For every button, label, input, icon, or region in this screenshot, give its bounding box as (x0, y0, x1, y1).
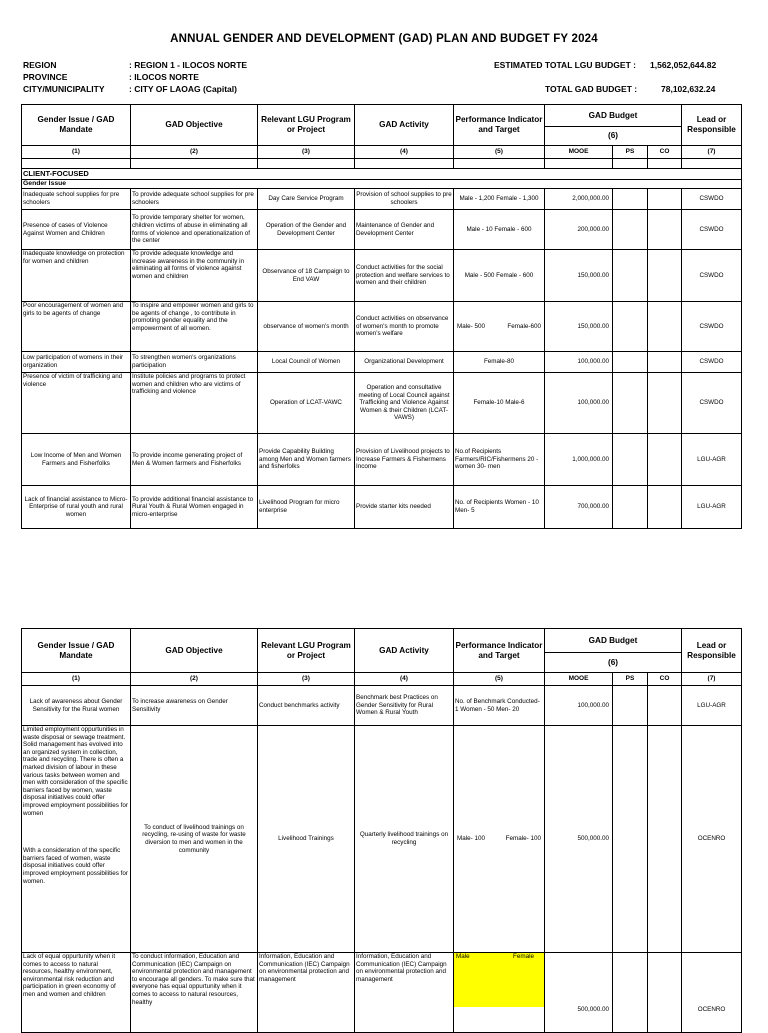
ps-cell (613, 434, 648, 486)
objective-cell: Institute policies and programs to protect women and children who are victims of trafficking and violence (131, 373, 258, 434)
table-row (22, 434, 742, 486)
table-row (22, 189, 742, 210)
col-co: CO (648, 673, 682, 686)
ps-cell (613, 210, 648, 250)
col-num-7: (7) (682, 673, 742, 686)
ps-cell (613, 726, 648, 953)
city-label: CITY/MUNICIPALITY (23, 84, 105, 94)
header-budget: GAD Budget (545, 629, 682, 653)
mooe-cell: 150,000.00 (545, 250, 613, 302)
lead-cell: OCENRO (682, 726, 742, 953)
indicator-cell (454, 302, 545, 352)
indicator-cell: Female-10 Male-6 (454, 373, 545, 434)
activity-cell: Provide starter kits needed (355, 486, 454, 529)
header-program: Relevant LGU Program or Project (258, 105, 355, 146)
section-client-focused: CLIENT-FOCUSED (22, 169, 742, 180)
gender-issue-text-2: With a consideration of the specific barriers faced of women, waste disposal initiatives could offer improved employment possibilities for women. (23, 847, 128, 885)
col-num-5: (5) (454, 146, 545, 159)
co-cell (648, 486, 682, 529)
objective-cell: To provide additional financial assistance to Rural Youth & Rural Women engaged in micro-enterprise (131, 486, 258, 529)
ps-cell (613, 250, 648, 302)
table-row (22, 210, 742, 250)
program-cell: Conduct benchmarks activity (258, 686, 355, 726)
gender-issue-cell (22, 726, 131, 953)
mooe-cell: 1,000,000.00 (545, 434, 613, 486)
col-num-2: (2) (131, 673, 258, 686)
header-objective: GAD Objective (131, 629, 258, 673)
subsection-gender-issue: Gender Issue (22, 180, 742, 189)
program-cell: Local Council of Women (258, 352, 355, 373)
col-mooe: MOOE (545, 146, 613, 159)
co-cell (648, 686, 682, 726)
indicator-male: Male- 500 (457, 322, 486, 330)
lead-cell: CSWDO (682, 352, 742, 373)
indicator-cell (454, 953, 545, 1033)
activity-cell: Conduct activities for the social protection and welfare services to women and their children (355, 250, 454, 302)
table-row (22, 726, 742, 953)
col-num-1: (1) (22, 146, 131, 159)
gender-issue-cell: Inadequate school supplies for pre schoolers (22, 189, 131, 210)
table-row (22, 953, 742, 1033)
header-activity: GAD Activity (355, 105, 454, 146)
gender-issue-cell: Lack of financial assistance to Micro-Enterprise of rural youth and rural women (22, 486, 131, 529)
lead-cell: LGU-AGR (682, 434, 742, 486)
indicator-cell: Male - 1,200 Female - 1,300 (454, 189, 545, 210)
gender-issue-cell: Inadequate knowledge on protection for women and children (22, 250, 131, 302)
co-cell (648, 726, 682, 953)
lead-cell: CSWDO (682, 373, 742, 434)
indicator-female: Female-600 (507, 322, 541, 330)
mooe-cell: 100,000.00 (545, 373, 613, 434)
header-indicator: Performance Indicator and Target (454, 629, 545, 673)
co-cell (648, 302, 682, 352)
objective-cell: To provide adequate school supplies for pre schoolers (131, 189, 258, 210)
program-cell: Operation of the Gender and Development Center (258, 210, 355, 250)
co-cell (648, 250, 682, 302)
indicator-female: Female (513, 953, 534, 960)
objective-cell: To provide adequate knowledge and increase awareness in the community in eliminating all forms of violence against women and children (131, 250, 258, 302)
objective-cell: To increase awareness on Gender Sensitivity (131, 686, 258, 726)
table-row (22, 250, 742, 302)
activity-cell: Provision of school supplies to pre schoolers (355, 189, 454, 210)
indicator-male: Male- 100 (457, 835, 486, 843)
gad-table-1 (21, 104, 742, 529)
col-ps: PS (613, 673, 648, 686)
objective-cell: To conduct of livelihood trainings on recycling, re-using of waste for waste diversion to men and women in the community (131, 726, 258, 953)
gender-issue-cell: Presence of cases of Violence Against Women and Children (22, 210, 131, 250)
col-num-3: (3) (258, 673, 355, 686)
lead-cell: CSWDO (682, 250, 742, 302)
table-row (22, 686, 742, 726)
header-budget-num: (6) (545, 653, 682, 673)
ps-cell (613, 953, 648, 1033)
objective-cell: To conduct information, Education and Communication (IEC) Campaign on environmental protection and management to encourage all genders. To make sure that everyone has equal oppurtunity when it comes to access to natural resources, healthy (131, 953, 258, 1033)
header-budget: GAD Budget (545, 105, 682, 127)
lead-cell: CSWDO (682, 189, 742, 210)
activity-cell: Benchmark best Practices on Gender Sensitivity for Rural Women & Rural Youth (355, 686, 454, 726)
activity-cell: Provision of Livelihood projects to Increase Farmers & Fishermens Income (355, 434, 454, 486)
indicator-cell: Male - 10 Female - 600 (454, 210, 545, 250)
col-num-7: (7) (682, 146, 742, 159)
objective-cell: To provide temporary shelter for women, children victims of abuse in eliminating all forms of violence and operationalization of the center (131, 210, 258, 250)
mooe-cell: 100,000.00 (545, 686, 613, 726)
header-indicator: Performance Indicator and Target (454, 105, 545, 146)
program-cell: observance of women's month (258, 302, 355, 352)
gender-issue-cell: Poor encouragement of women and girls to be agents of change (22, 302, 131, 352)
indicator-cell: No.of Recipients Farmers/RIC/Fishermens 20 -women 30- men (454, 434, 545, 486)
ps-cell (613, 189, 648, 210)
activity-cell: Conduct activities on observance of women's month to promote women's welfare (355, 302, 454, 352)
col-num-2: (2) (131, 146, 258, 159)
program-cell: Livelihood Trainings (258, 726, 355, 953)
mooe-cell: 200,000.00 (545, 210, 613, 250)
mooe-cell: 150,000.00 (545, 302, 613, 352)
indicator-cell: No. of Recipients Women - 10 Men- 5 (454, 486, 545, 529)
lead-cell: LGU-AGR (682, 686, 742, 726)
indicator-cell: Male - 500 Female - 600 (454, 250, 545, 302)
mooe-cell: 500,000.00 (545, 953, 613, 1033)
activity-cell: Operation and consultative meeting of Local Council against Trafficking and Violence Against Women & their Children (LCAT-VAWS) (355, 373, 454, 434)
header-program: Relevant LGU Program or Project (258, 629, 355, 673)
ps-cell (613, 352, 648, 373)
ps-cell (613, 686, 648, 726)
header-issue: Gender Issue / GAD Mandate (22, 105, 131, 146)
activity-cell: Organizational Development (355, 352, 454, 373)
region-value: : REGION 1 - ILOCOS NORTE (129, 60, 248, 70)
co-cell (648, 953, 682, 1033)
col-mooe: MOOE (545, 673, 613, 686)
mooe-cell: 100,000.00 (545, 352, 613, 373)
col-num-4: (4) (355, 673, 454, 686)
table-row (22, 486, 742, 529)
ps-cell (613, 302, 648, 352)
indicator-cell: Female-80 (454, 352, 545, 373)
mooe-cell: 2,000,000.00 (545, 189, 613, 210)
gad-table-2 (21, 628, 742, 1033)
program-cell: Operation of LCAT-VAWC (258, 373, 355, 434)
col-num-1: (1) (22, 673, 131, 686)
co-cell (648, 189, 682, 210)
indicator-highlight (454, 953, 544, 1007)
indicator-female: Female- 100 (505, 835, 541, 843)
region-label: REGION (23, 60, 57, 70)
est-budget-value: 1,562,052,644.82 (650, 60, 717, 70)
co-cell (648, 352, 682, 373)
gender-issue-cell: Lack of equal oppurtunity when it comes to access to natural resources, healthy environment, environmental risk reduction and participation in green economy of men and women and children (22, 953, 131, 1033)
activity-cell: Quarterly livelihood trainings on recycling (355, 726, 454, 953)
col-num-3: (3) (258, 146, 355, 159)
lead-cell: CSWDO (682, 302, 742, 352)
col-ps: PS (613, 146, 648, 159)
header-issue: Gender Issue / GAD Mandate (22, 629, 131, 673)
activity-cell: Maintenance of Gender and Development Center (355, 210, 454, 250)
program-cell: Information, Education and Communication (IEC) Campaign on environmental protection and management (258, 953, 355, 1033)
indicator-male: Male (456, 953, 470, 960)
indicator-cell: No. of Benchmark Conducted-1 Women - 50 Men- 20 (454, 686, 545, 726)
header-lead: Lead or Responsible (682, 629, 742, 673)
header-objective: GAD Objective (131, 105, 258, 146)
lead-cell: CSWDO (682, 210, 742, 250)
ps-cell (613, 373, 648, 434)
program-cell: Provide Capability Building among Men and Women farmers and fisherfolks (258, 434, 355, 486)
table-row (22, 373, 742, 434)
table-row (22, 352, 742, 373)
header-budget-num: (6) (545, 127, 682, 146)
co-cell (648, 434, 682, 486)
gender-issue-cell: Low Income of Men and Women Farmers and Fisherfolks (22, 434, 131, 486)
table-row (22, 302, 742, 352)
est-budget-label: ESTIMATED TOTAL LGU BUDGET : (494, 60, 636, 70)
co-cell (648, 210, 682, 250)
gender-issue-cell: Lack of awareness about Gender Sensitivity for the Rural women (22, 686, 131, 726)
location-labels (23, 59, 105, 95)
header-activity: GAD Activity (355, 629, 454, 673)
gender-issue-cell: Presence of victim of trafficking and violence (22, 373, 131, 434)
program-cell: Observance of 18 Campaign to End VAW (258, 250, 355, 302)
mooe-cell: 700,000.00 (545, 486, 613, 529)
program-cell: Livelihood Program for micro enterprise (258, 486, 355, 529)
gender-issue-cell: Low participation of womens in their organization (22, 352, 131, 373)
objective-cell: To provide income generating project of Men & Women farmers and Fisherfolks (131, 434, 258, 486)
city-value: : CITY OF LAOAG (Capital) (129, 84, 237, 94)
lead-cell: LGU-AGR (682, 486, 742, 529)
province-label: PROVINCE (23, 72, 68, 82)
province-value: : ILOCOS NORTE (129, 72, 199, 82)
gad-budget-label: TOTAL GAD BUDGET : (545, 84, 638, 94)
objective-cell: To strengthen women's organizations participation (131, 352, 258, 373)
lead-cell: OCENRO (682, 953, 742, 1033)
col-co: CO (648, 146, 682, 159)
co-cell (648, 373, 682, 434)
header-lead: Lead or Responsible (682, 105, 742, 146)
activity-cell: Information, Education and Communication (IEC) Campaign on environmental protection and management (355, 953, 454, 1033)
indicator-cell (454, 726, 545, 953)
ps-cell (613, 486, 648, 529)
program-cell: Day Care Service Program (258, 189, 355, 210)
col-num-4: (4) (355, 146, 454, 159)
mooe-cell: 500,000.00 (545, 726, 613, 953)
page-title: ANNUAL GENDER AND DEVELOPMENT (GAD) PLAN AND BUDGET FY 2024 (170, 33, 598, 45)
gender-issue-text: Limited employment oppurtunities in waste disposal or sewage treatment. Solid management has evolved into an organized system in collection, trade and recycling. There is often a marked division of labour in these various tasks between women and men with consideration of the specific barriers faced by women, waste disposal initiatives could offer improved employment possibilities for women (23, 726, 128, 817)
col-num-5: (5) (454, 673, 545, 686)
objective-cell: To inspire and empower women and girls to be agents of change , to contribute in promoting gender equality and the empowerment of all women. (131, 302, 258, 352)
gad-budget-value: 78,102,632.24 (661, 84, 716, 94)
location-values (129, 59, 247, 95)
